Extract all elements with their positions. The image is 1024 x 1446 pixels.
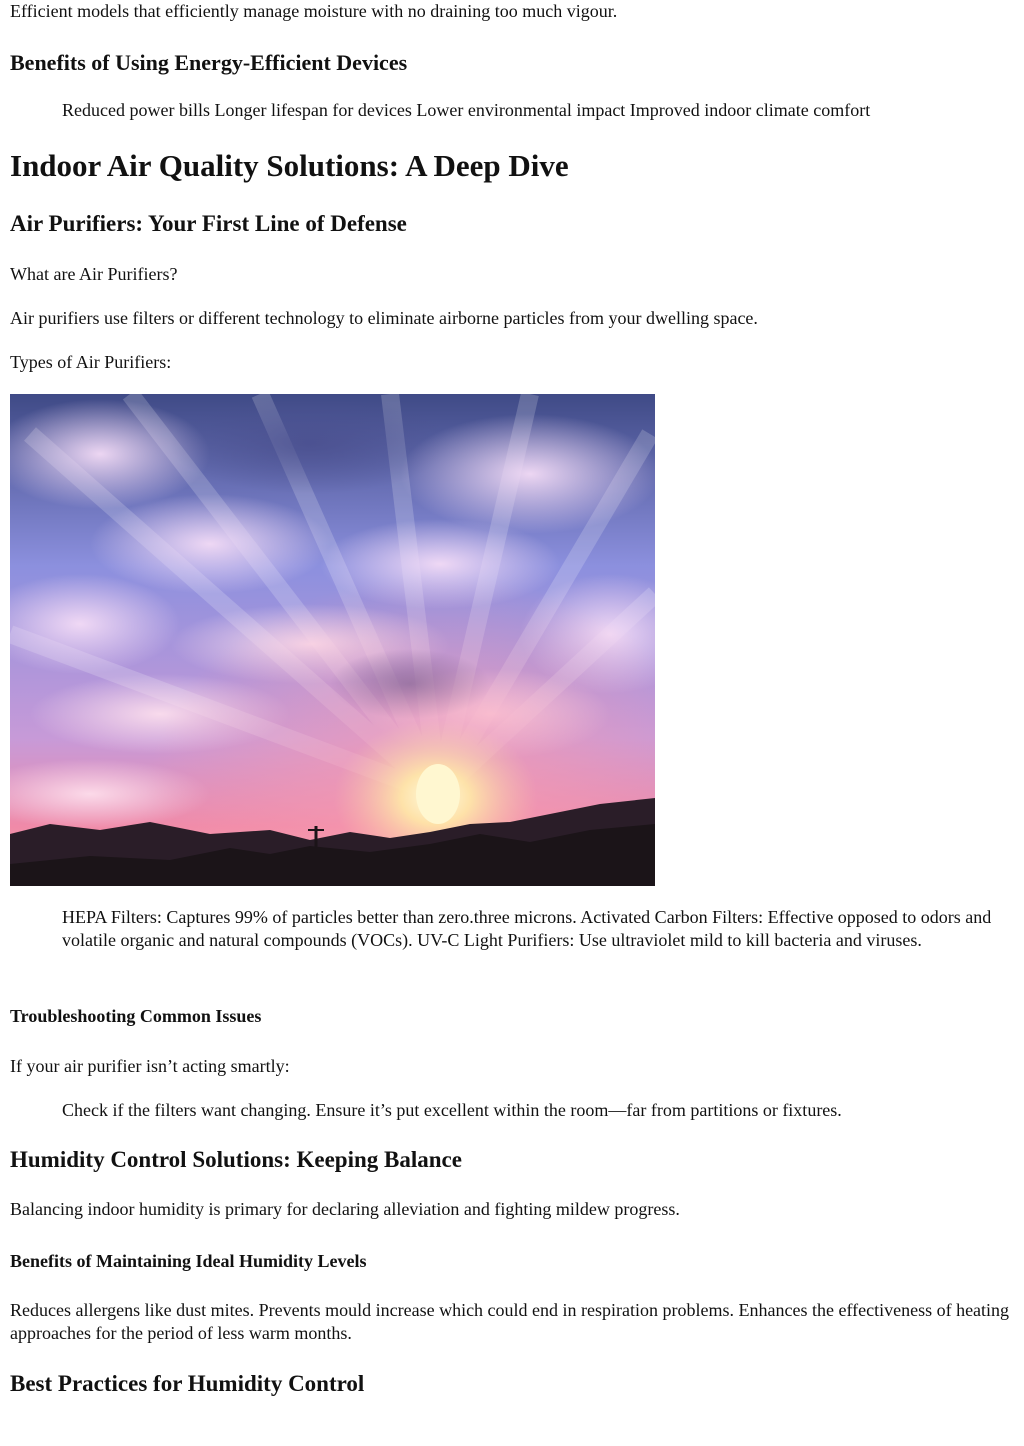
iaq-heading: Indoor Air Quality Solutions: A Deep Dive [10, 148, 569, 183]
benefits-energy-heading: Benefits of Using Energy-Efficient Devices [10, 50, 408, 75]
sunset-sky-photo [10, 394, 655, 886]
purifier-types-list: HEPA Filters: Captures 99% of particles better than zero.three microns. Activated Carbon Filters: Effective opposed to odors and volatile organic and natural compounds (VOCs). UV-C Light Purifiers: Use ultraviolet mild to kill bacteria and viruses. [62, 907, 992, 950]
intro-paragraph: Efficient models that efficiently manage moisture with no draining too much vigour. [10, 1, 618, 21]
types-label: Types of Air Purifiers: [10, 352, 172, 372]
best-practices-heading: Best Practices for Humidity Control [10, 1371, 365, 1396]
benefits-energy-list: Reduced power bills Longer lifespan for devices Lower environmental impact Improved indoor climate comfort [62, 100, 871, 120]
humidity-benefits-heading: Benefits of Maintaining Ideal Humidity Levels [10, 1251, 367, 1271]
troubleshooting-intro: If your air purifier isn’t acting smartly: [10, 1056, 290, 1076]
sunset-sky-illustration [10, 394, 655, 886]
humidity-heading: Humidity Control Solutions: Keeping Balance [10, 1147, 462, 1172]
troubleshooting-heading: Troubleshooting Common Issues [10, 1006, 262, 1026]
troubleshooting-tips: Check if the filters want changing. Ensure it’s put excellent within the room—far from partitions or fixtures. [62, 1100, 842, 1120]
humidity-benefits-text: Reduces allergens like dust mites. Prevents mould increase which could end in respiration problems. Enhances the effectiveness of heating approaches for the period of less warm months. [10, 1300, 1010, 1343]
purifiers-description: Air purifiers use filters or different technology to eliminate airborne particles from your dwelling space. [10, 308, 758, 328]
what-are-purifiers: What are Air Purifiers? [10, 264, 178, 284]
humidity-intro: Balancing indoor humidity is primary for declaring alleviation and fighting mildew progress. [10, 1199, 680, 1219]
purifiers-heading: Air Purifiers: Your First Line of Defense [10, 211, 407, 236]
